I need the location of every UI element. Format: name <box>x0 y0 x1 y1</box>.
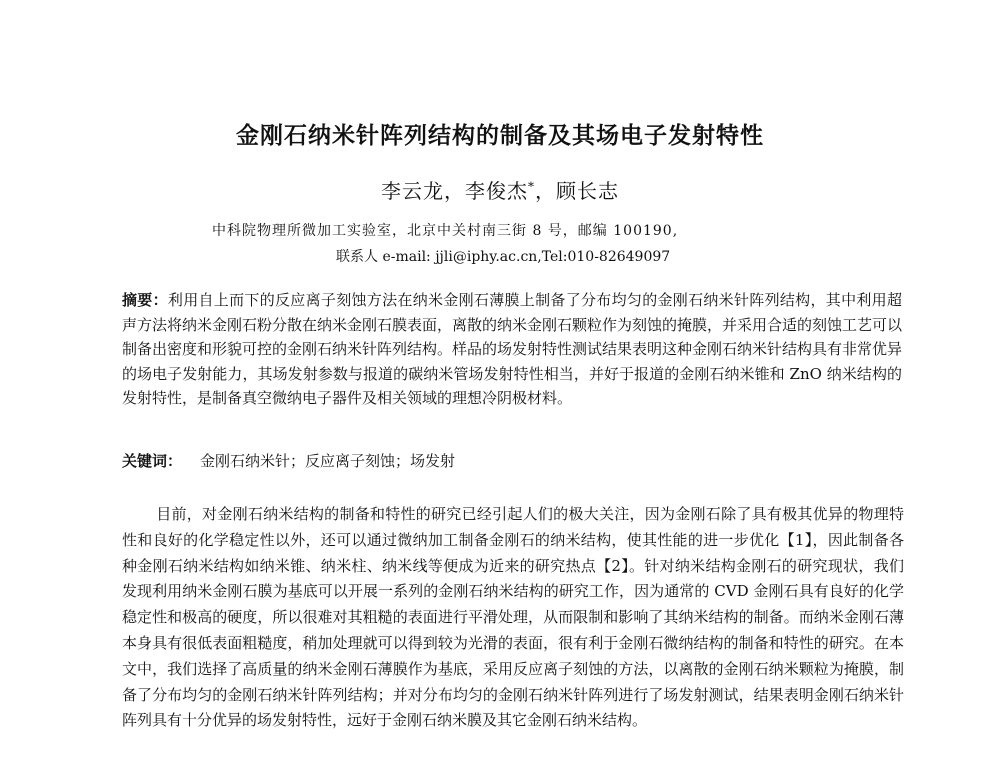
body-paragraph-text: 目前，对金刚石纳米结构的制备和特性的研究已经引起人们的极大关注，因为金刚石除了具有极其优异的物理特性和良好的化学稳定性以外，还可以通过微纳加工制备金刚石的纳米结构，使其性能的进一步优化【1】，因此制备各种金刚石纳米结构如纳米锥、纳米柱、纳米线等便成为近来的研究热点【2】。针对纳米结构金刚石的研究现状，我们发现利用纳米金刚石膜为基底可以开展一系列的金刚石纳米结构的研究工作，因为通常的 CVD 金刚石具有良好的化学稳定性和极高的硬度，所以很难对其粗糙的表面进行平滑处理，从而限制和影响了其纳米结构的制备。而纳米金刚石薄本身具有很低表面粗糙度，稍加处理就可以得到较为光滑的表面，很有利于金刚石微纳结构的制备和特性的研究。在本文中，我们选择了高质量的纳米金刚石薄膜作为基底，采用反应离子刻蚀的方法，以离散的金刚石纳米颗粒为掩膜，制备了分布均匀的金刚石纳米针阵列结构；并对分布均匀的金刚石纳米针阵列进行了场发射测试，结果表明金刚石纳米针阵列具有十分优异的场发射特性，远好于金刚石纳米膜及其它金刚石纳米结构。 <box>122 505 904 730</box>
affiliation: 中科院物理所微加工实验室，北京中关村南三街 8 号，邮编 100190, <box>212 223 679 239</box>
body-paragraph <box>122 502 904 734</box>
keywords <box>122 450 455 471</box>
abstract-label: 摘要： <box>122 291 168 309</box>
paper-title: 金刚石纳米针阵列结构的制备及其场电子发射特性 <box>236 123 764 149</box>
keywords-text: 金刚石纳米针；反应离子刻蚀；场发射 <box>200 452 456 470</box>
abstract-text: 利用自上而下的反应离子刻蚀方法在纳米金刚石薄膜上制备了分布均匀的金刚石纳米针阵列结构，其中利用超声方法将纳米金刚石粉分散在纳米金刚石膜表面，离散的纳米金刚石颗粒作为刻蚀的掩膜，并采用合适的刻蚀工艺可以制备出密度和形貌可控的金刚石纳米针阵列结构。样品的场发射特性测试结果表明这种金刚石纳米针结构具有非常优异的场电子发射能力，其场发射参数与报道的碳纳米管场发射特性相当，并好于报道的金刚石纳米锥和 ZnO 纳米结构的发射特性，是制备真空微纳电子器件及相关领域的理想冷阴极材料。 <box>122 291 903 407</box>
author-list <box>0 175 1000 204</box>
contact-info: 联系人 e-mail: jjli@iphy.ac.cn,Tel:010-82649097 <box>336 249 671 265</box>
corresponding-author-mark: * <box>528 179 535 194</box>
abstract <box>122 288 902 411</box>
authors-part-2: ，顾长志 <box>535 179 619 203</box>
authors-part-1: 李云龙，李俊杰 <box>381 179 528 203</box>
keywords-label: 关键词： <box>122 452 183 470</box>
